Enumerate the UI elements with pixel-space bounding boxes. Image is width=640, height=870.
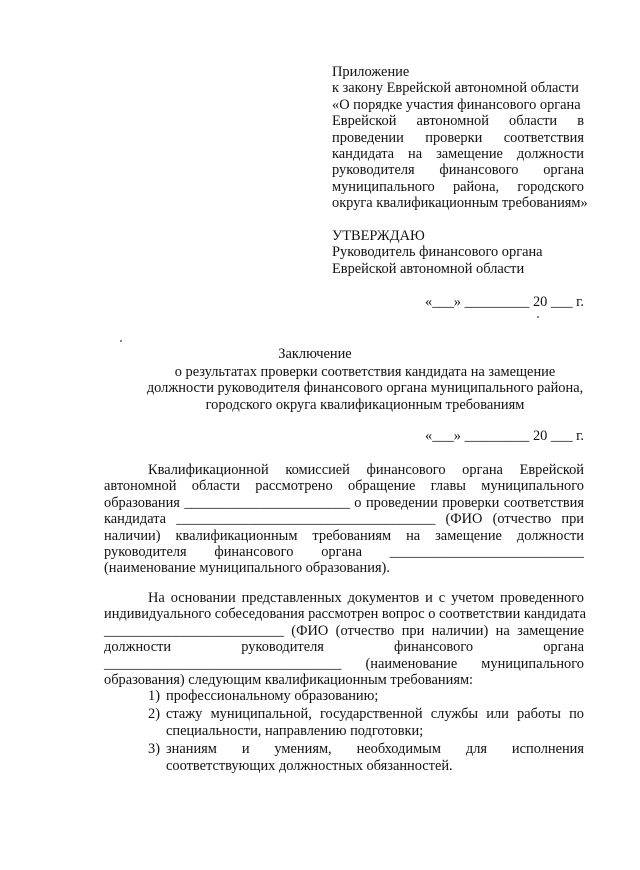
approval-block xyxy=(332,228,584,277)
subtitle-line: о результатах проверки соответствия кандидата на замещение xyxy=(174,364,556,380)
list-item xyxy=(148,741,584,774)
list-item xyxy=(148,688,584,704)
conclusion-subtitle xyxy=(100,364,630,413)
list-item-text: профессиональному образованию; xyxy=(166,688,379,704)
list-item-number: 2) xyxy=(148,706,160,723)
appendix-line: к закону Еврейской автономной области xyxy=(332,80,579,97)
appendix-line: кандидата на замещение должности xyxy=(332,146,584,163)
paragraph-line: Квалификационной комиссией финансового органа Еврейской xyxy=(148,462,584,478)
conclusion-date: «___» _________ 20 ___ г. xyxy=(425,428,584,444)
conclusion-title: Заключение xyxy=(278,346,352,362)
approval-organization: Еврейской автономной области xyxy=(332,260,525,277)
list-item-text: соответствующих должностных обязанностей. xyxy=(166,757,453,774)
appendix-line: руководителя финансового органа xyxy=(332,162,584,179)
paragraph-basis xyxy=(104,590,587,689)
appendix-line: Приложение xyxy=(332,64,410,80)
paragraph-commission xyxy=(104,462,584,577)
paragraph-line: автономной области рассмотрено обращение главы муниципального xyxy=(104,478,584,495)
paragraph-line: _________________________________ (наименование муниципального xyxy=(104,655,584,672)
approval-position: Руководитель финансового органа xyxy=(332,244,543,261)
appendix-line: округа квалификационным требованиям» xyxy=(332,195,588,212)
paragraph-line: кандидата ____________________________________ (ФИО (отчество при xyxy=(104,511,584,528)
scan-speck xyxy=(120,340,122,342)
scan-speck xyxy=(537,316,539,318)
paragraph-line: образования) следующим квалификационным требованиям: xyxy=(104,672,474,689)
paragraph-line: наличии) квалификационным требованиям на замещение должности xyxy=(104,527,584,544)
paragraph-line: _________________________ (ФИО (отчество при наличии) на замещение xyxy=(104,622,584,639)
subtitle-line: городского округа квалификационным требованиям xyxy=(205,396,525,413)
approval-heading: УТВЕРЖДАЮ xyxy=(332,228,425,244)
requirements-list xyxy=(148,688,584,774)
paragraph-line: На основании представленных документов и с учетом проведенного xyxy=(148,590,584,606)
appendix-block xyxy=(332,64,588,212)
list-item-number: 3) xyxy=(148,741,160,758)
appendix-line: Еврейской автономной области в xyxy=(332,113,584,130)
list-item-text: стажу муниципальной, государственной службы или работы по xyxy=(166,706,584,723)
paragraph-line: (наименование муниципального образования). xyxy=(104,560,390,577)
list-item-text: знаниям и умениям, необходимым для исполнения xyxy=(166,741,584,758)
paragraph-line: должности руководителя финансового органа xyxy=(104,639,584,656)
list-item-text: специальности, направлению подготовки; xyxy=(166,722,424,739)
list-item-number: 1) xyxy=(148,688,160,704)
appendix-line: «О порядке участия финансового органа xyxy=(332,96,581,113)
appendix-line: проведении проверки соответствия xyxy=(332,129,584,146)
appendix-line: муниципального района, городского xyxy=(332,178,584,195)
paragraph-line: руководителя финансового органа ___________________________ xyxy=(104,544,584,561)
list-item xyxy=(148,706,584,739)
approval-date: «___» _________ 20 ___ г. xyxy=(425,294,584,310)
subtitle-line: должности руководителя финансового органа муниципального района, xyxy=(146,380,584,397)
paragraph-line: индивидуального собеседования рассмотрен вопрос о соответствии кандидата xyxy=(104,606,587,623)
paragraph-line: образования _______________________ о проведении проверки соответствия xyxy=(104,494,584,511)
